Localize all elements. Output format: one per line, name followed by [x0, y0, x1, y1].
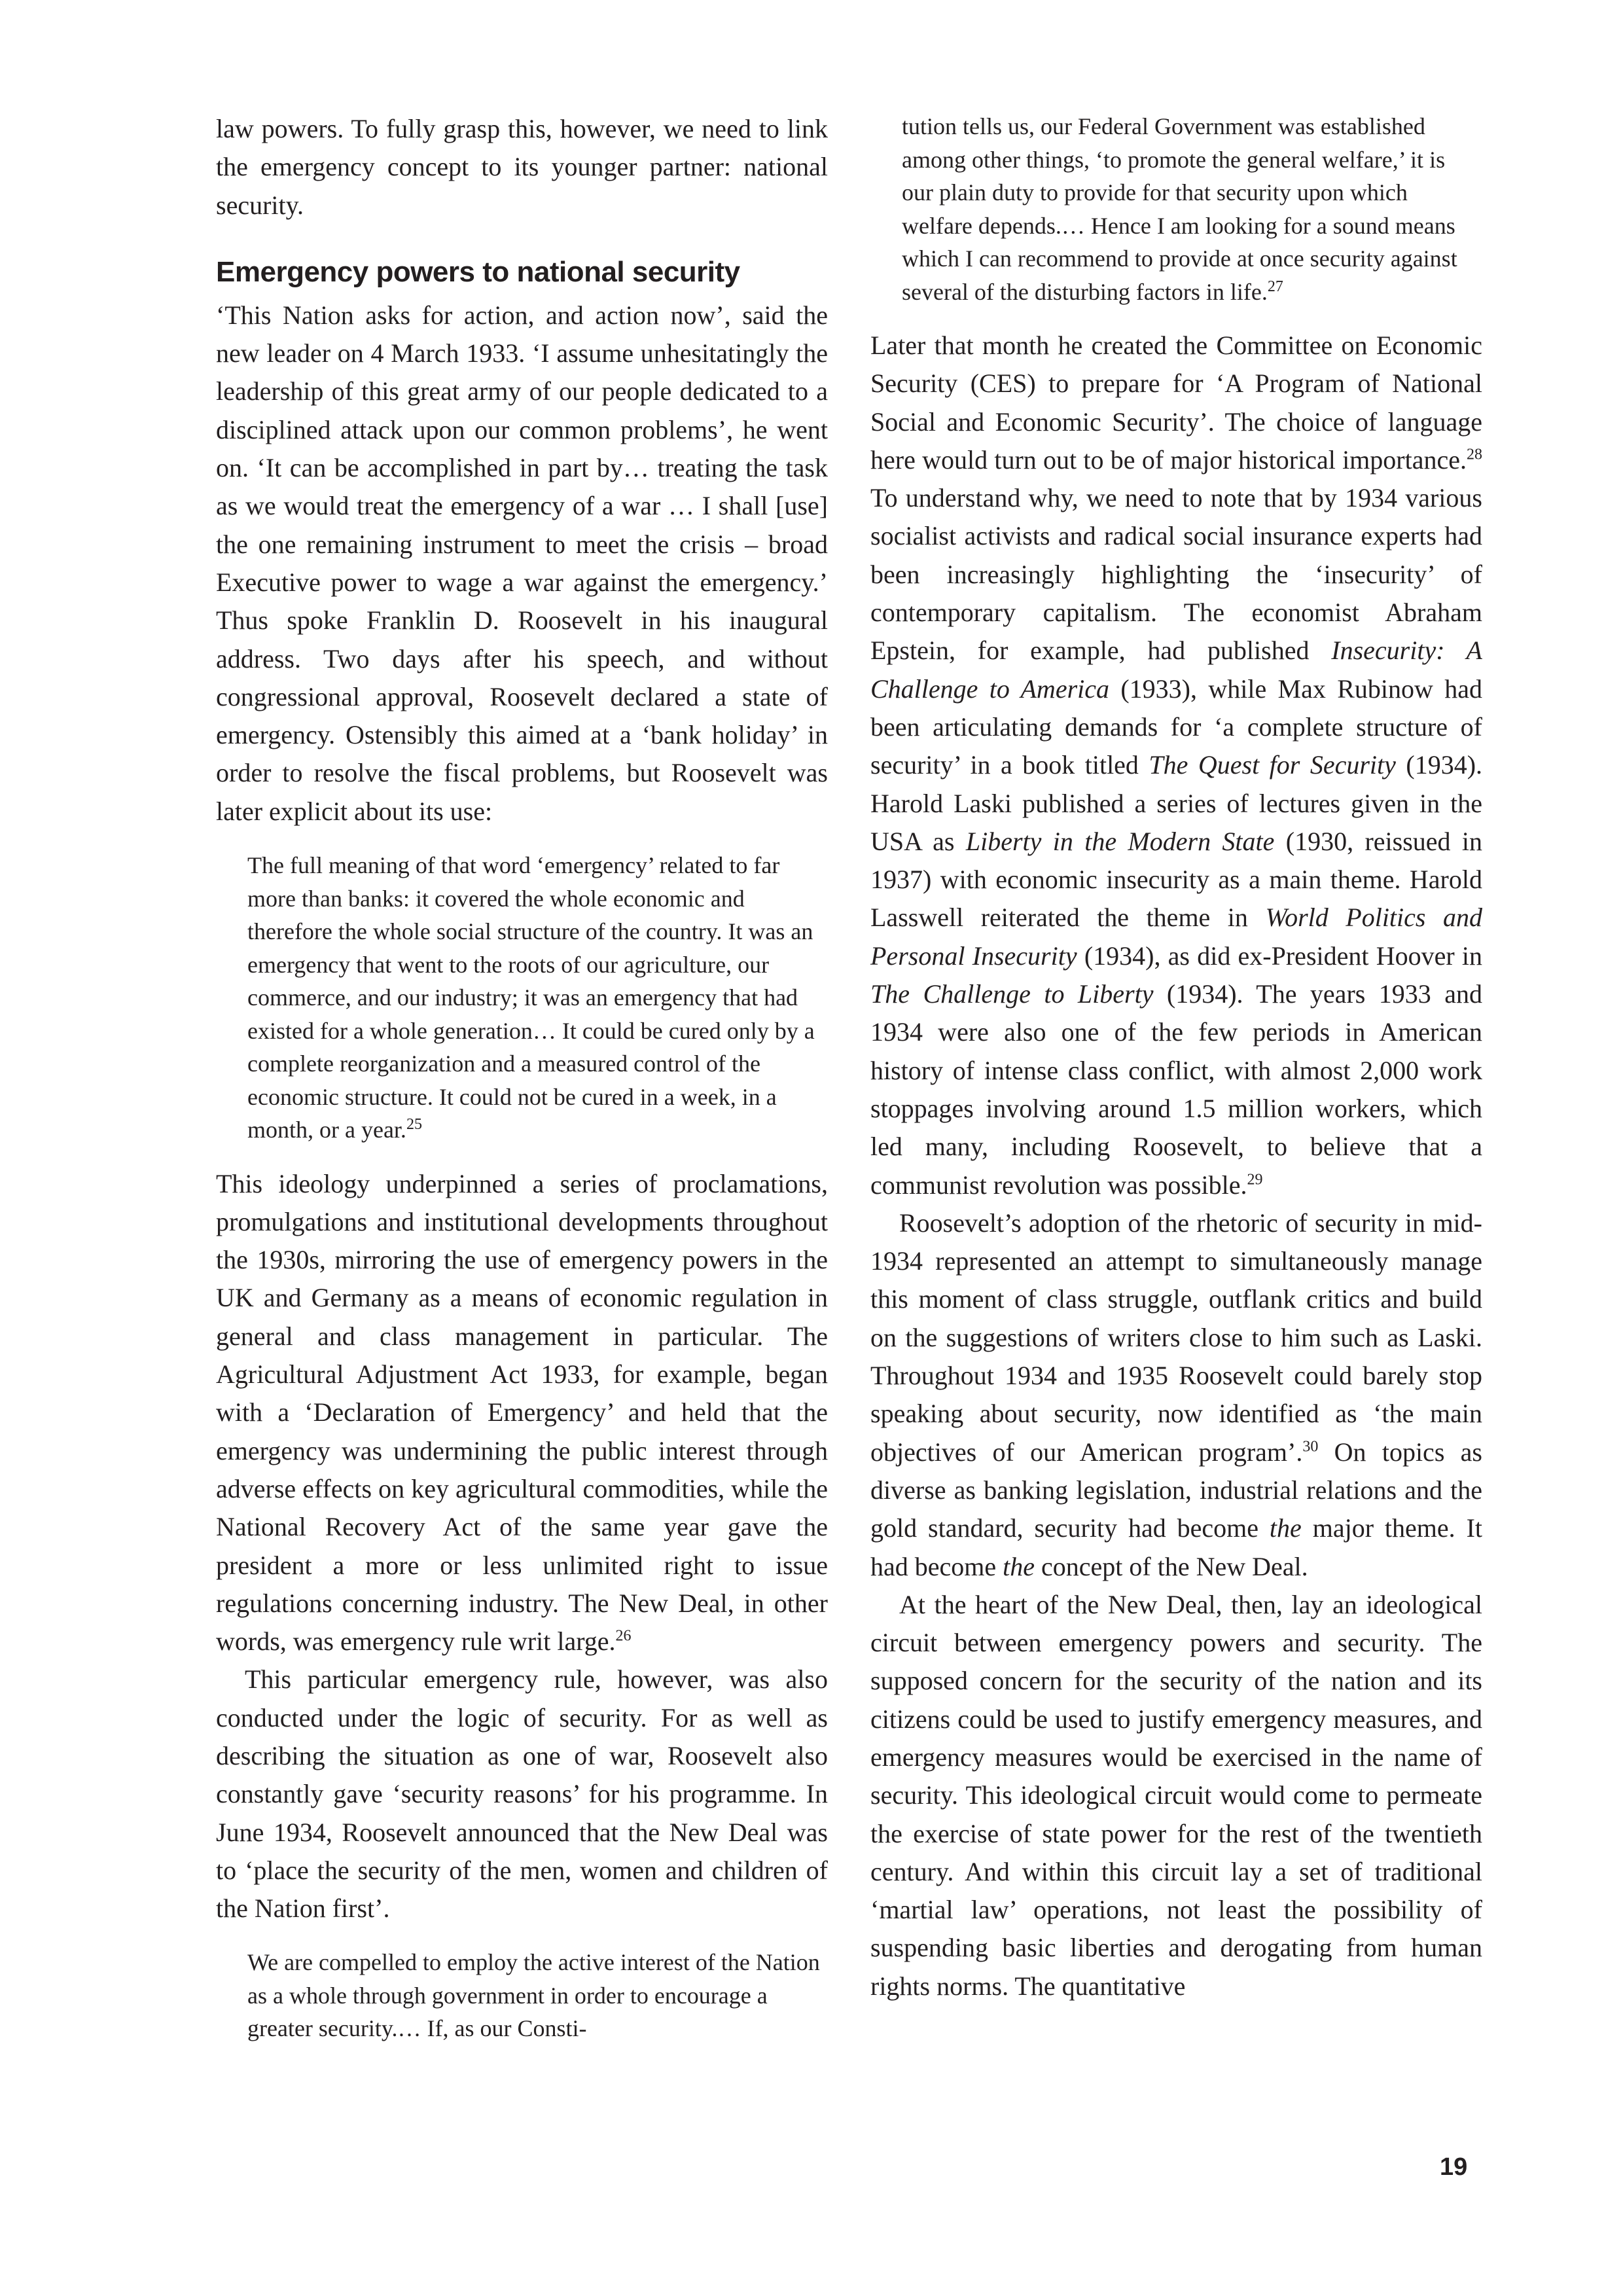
- paragraph: law powers. To fully grasp this, however, we need to link the emergency concept to its younger partner: national security.: [216, 114, 828, 220]
- page-number: 19: [1440, 2153, 1468, 2181]
- book-title: Insecurity: A Challenge to America: [870, 636, 1482, 704]
- paragraph: At the heart of the New Deal, then, lay an ideological circuit between emergency powers and security. The supposed concern for the security of the nation and its citizens could be used to justify emergency measures, and emergency measures would be exercised in the name of security. This ideological circuit would come to permeate the exercise of state power for the rest of the twentieth century. And within this circuit lay a set of traditional ‘martial law’ operations, not least the possibility of suspending basic liberties and derogating from human rights norms. The quantitative: [870, 1589, 1482, 2001]
- paragraph: ‘This Nation asks for action, and action now’, said the new leader on 4 March 1933. ‘I assume unhesitatingly the leadership of this great army of our people dedicated to a disciplined attack upon our common problems’, he went on. ‘It can be accomplished in part by… treating the task as we would treat the emergency of a war … I shall [use] the one remaining instrument to meet the crisis – broad Executive power to wage a war against the emergency.’ Thus spoke Franklin D. Roosevelt in his inaugural address. Two days after his speech, and without congressional approval, Roosevelt declared a state of emergency. Ostensibly this aimed at a ‘bank holiday’ in order to resolve the fiscal problems, but Roosevelt was later explicit about its use:: [216, 300, 828, 826]
- book-title: The Challenge to Liberty: [870, 979, 1154, 1009]
- block-quote: The full meaning of that word ‘emergency’ related to far more than banks: it covered the whole economic and therefore the whole social structure of the country. It was an emergency that went to the roots of our agriculture, our commerce, and our industry; it was an emergency that had existed for a whole generation… It could be cured only by a complete reorganization and a measured control of the economic structure. It could not be cured in a week, in a month, or a year.$^{25}$: [247, 852, 815, 1143]
- footnote-ref: 30: [1302, 1438, 1319, 1456]
- paragraph: Roosevelt’s adoption of the rhetoric of security in mid-1934 represented an attempt to simultaneously manage this moment of class struggle, outflank critics and build on the suggestions of writers close to him such as Laski. Throughout 1934 and 1935 Roosevelt could barely stop speaking about security, now identified as ‘the main objectives of our American program’.$^{30}$ On topics as diverse as banking legislation, industrial relations and the gold standard, security had become the major theme. It had become the concept of the New Deal.: [870, 1208, 1483, 1581]
- paragraph: Later that month he created the Committee on Economic Security (CES) to prepare for ‘A Program of National Social and Economic Security’. The choice of language here would turn out to be of major historical importance.$^{28}$ To understand why, we need to note that by 1934 various socialist activists and radical social insurance experts had been increasingly highlighting the ‘insecurity’ of contemporary capitalism. The economist Abraham Epstein, for example, had published Insecurity: A Challenge to America (1933), while Max Rubinow had been articulating demands for ‘a complete structure of security’ in a book titled The Quest for Security (1934). Harold Laski published a series of lectures given in the USA as Liberty in the Modern State (1930, reissued in 1937) with economic insecurity as a main theme. Harold Lasswell reiterated the theme in World Politics and Personal Insecurity (1934), as did ex-President Hoover in The Challenge to Liberty (1934). The years 1933 and 1934 were also one of the few periods in American history of intense class conflict, with almost 2,000 work stoppages involving around 1.5 million workers, which led many, including Roosevelt, to believe that a communist revolution was possible.$^{29}$: [870, 331, 1483, 1200]
- footnote-ref: 29: [1247, 1171, 1263, 1189]
- paragraph: This ideology underpinned a series of proclamations, promulgations and institutional developments throughout the 1930s, mirroring the use of emergency powers in the UK and Germany as a means of economic regulation in general and class management in particular. The Agricultural Adjustment Act 1933, for example, began with a ‘Declaration of Emergency’ and held that the emergency was undermining the public interest through adverse effects on key agricultural commodities, while the National Recovery Act of the same year gave the president a more or less unlimited right to issue regulations concerning industry. The New Deal, in other words, was emergency rule writ large.$^{26}$: [216, 1168, 828, 1657]
- book-title: The Quest for Security: [1149, 750, 1396, 780]
- block-quote: We are compelled to employ the active interest of the Nation as a whole through government in order to encourage a greater security.… If, as our Consti-: [247, 1949, 820, 2042]
- block-quote: tution tells us, our Federal Government was established among other things, ‘to promote the general welfare,’ it is our plain duty to provide for that security upon which welfare depends.… Hence I am looking for a sound means which I can recommend to provide at once security against several of the disturbing factors in life.$^{27}$: [902, 113, 1457, 305]
- right-column: [870, 110, 1482, 2005]
- book-title: Liberty in the Modern State: [965, 826, 1275, 856]
- footnote-ref: 28: [1467, 446, 1482, 463]
- paragraph: This particular emergency rule, however, was also conducted under the logic of security. For as well as describing the situation as one of war, Roosevelt also constantly gave ‘security reasons’ for his programme. In June 1934, Roosevelt announced that the New Deal was to ‘place the security of the men, women and children of the Nation first’.: [216, 1664, 828, 1924]
- book-title: World Politics and Personal Insecurity: [870, 903, 1482, 971]
- footnote-ref: 26: [615, 1627, 632, 1645]
- footnote-ref: 25: [406, 1116, 422, 1134]
- left-column: [216, 110, 828, 2045]
- footnote-ref: 27: [1267, 278, 1283, 295]
- section-heading: Emergency powers to national security: [216, 255, 740, 288]
